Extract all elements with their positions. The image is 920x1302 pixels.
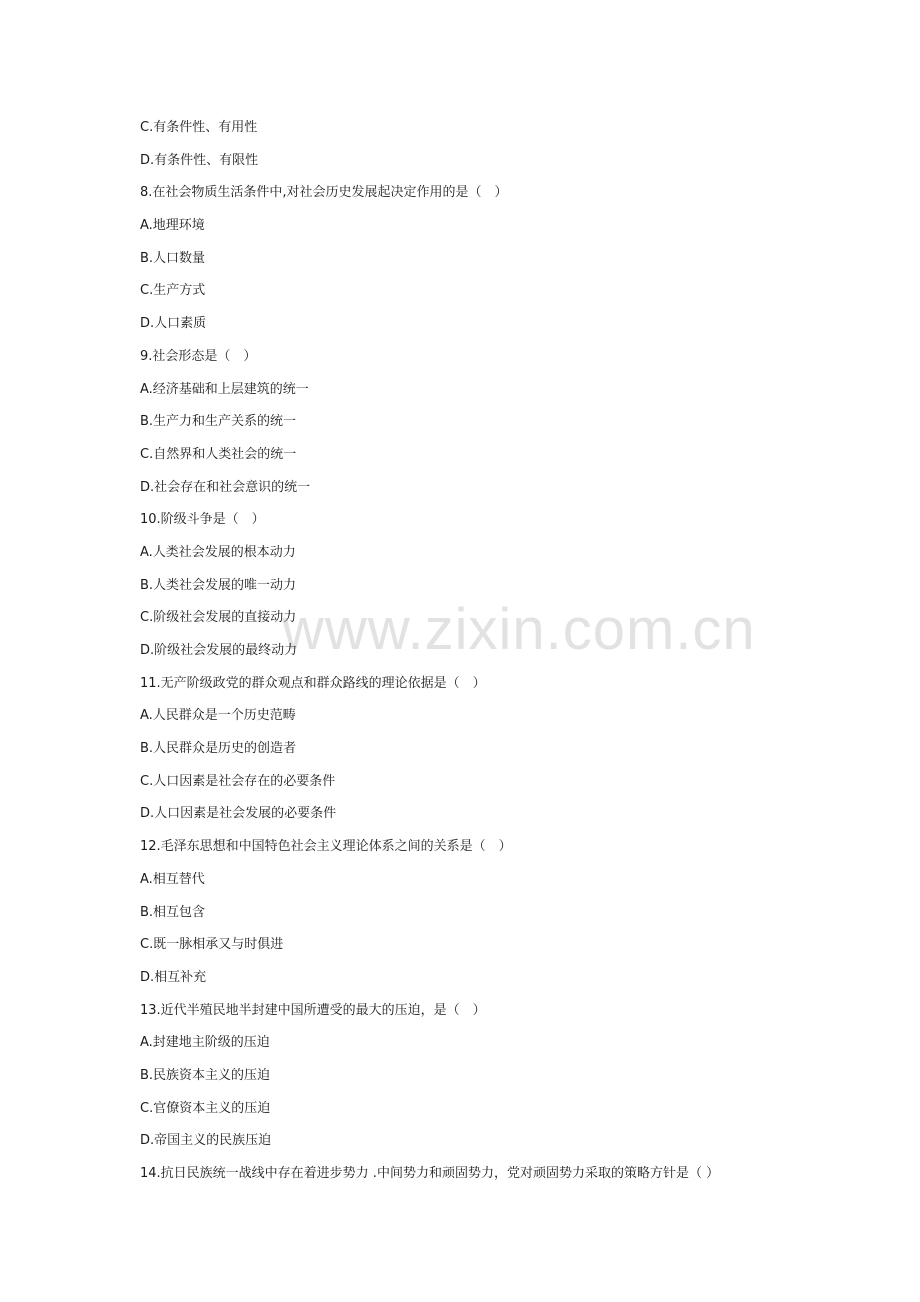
option-text: D.相互补充 bbox=[140, 969, 207, 985]
option-text: B.相互包含 bbox=[140, 904, 206, 920]
option-text: B.生产力和生产关系的统一 bbox=[140, 414, 297, 430]
option-text: A.经济基础和上层建筑的统一 bbox=[140, 381, 309, 397]
question-text: 9.社会形态是（ ） bbox=[140, 348, 257, 364]
question-text: 10.阶级斗争是（ ） bbox=[140, 512, 265, 528]
option-text: C.生产方式 bbox=[140, 283, 206, 299]
option-text: A.相互替代 bbox=[140, 871, 205, 887]
option-text: C.官僚资本主义的压迫 bbox=[140, 1100, 271, 1116]
option-text: D.人口素质 bbox=[140, 316, 207, 332]
option-text: D.阶级社会发展的最终动力 bbox=[140, 643, 298, 658]
option-text: B.人民群众是历史的创造者 bbox=[140, 741, 297, 757]
question-text: 14.抗日民族统一战线中存在着进步势力 .中间势力和顽固势力，党对顽固势力采取的策略方针是（ ） bbox=[140, 1166, 720, 1181]
option-text: A.人类社会发展的根本动力 bbox=[140, 544, 296, 560]
option-text: D.帝国主义的民族压迫 bbox=[140, 1133, 272, 1149]
option-text: B.民族资本主义的压迫 bbox=[140, 1067, 271, 1083]
option-text: D.有条件性、有限性 bbox=[140, 152, 259, 168]
option-text: A.地理环境 bbox=[140, 218, 205, 234]
option-text: C.阶级社会发展的直接动力 bbox=[140, 610, 297, 626]
option-text: D.人口因素是社会发展的必要条件 bbox=[140, 806, 337, 822]
question-text: 11.无产阶级政党的群众观点和群众路线的理论依据是（ ） bbox=[140, 675, 486, 691]
watermark: www.zixin.com.cn bbox=[282, 597, 756, 662]
option-text: B.人类社会发展的唯一动力 bbox=[140, 577, 297, 593]
option-text: C.有条件性、有用性 bbox=[140, 120, 258, 135]
question-list bbox=[140, 116, 860, 1195]
option-text: C.人口因素是社会存在的必要条件 bbox=[140, 773, 336, 789]
question-text: 12.毛泽东思想和中国特色社会主义理论体系之间的关系是（ ） bbox=[140, 839, 512, 855]
question-text: 8.在社会物质生活条件中,对社会历史发展起决定作用的是（ ） bbox=[140, 185, 508, 201]
option-text: B.人口数量 bbox=[140, 250, 206, 266]
option-text: A.人民群众是一个历史范畴 bbox=[140, 708, 296, 724]
question-text: 13.近代半殖民地半封建中国所遭受的最大的压迫，是（ ） bbox=[140, 1002, 486, 1018]
option-text: D.社会存在和社会意识的统一 bbox=[140, 479, 311, 495]
option-text: C.自然界和人类社会的统一 bbox=[140, 446, 297, 462]
option-text: A.封建地主阶级的压迫 bbox=[140, 1035, 270, 1051]
option-text: C.既一脉相承又与时俱进 bbox=[140, 937, 284, 953]
